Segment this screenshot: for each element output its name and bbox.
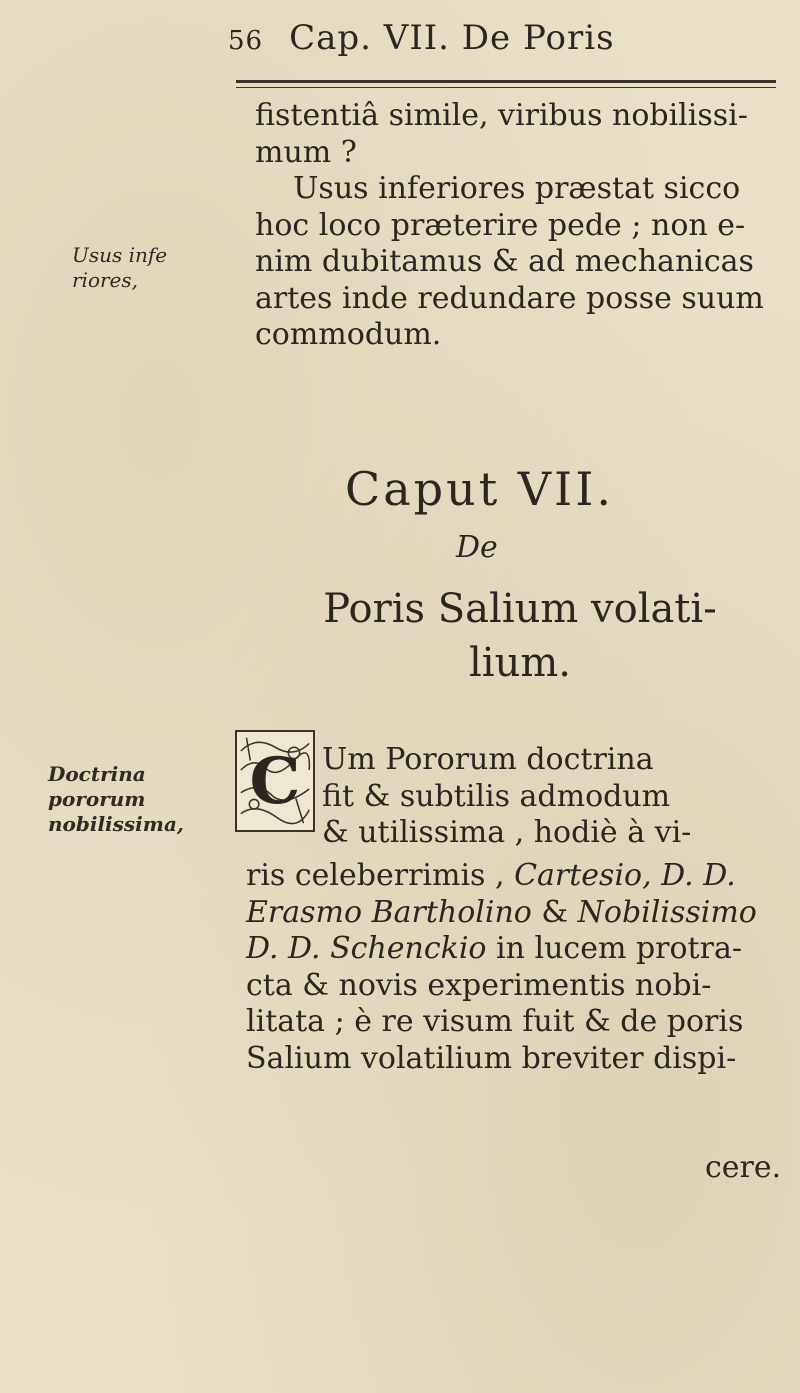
running-head — [228, 18, 728, 74]
chapter-subtitle-line: lium. — [469, 640, 571, 686]
decorated-initial — [235, 730, 315, 832]
paragraph-cum-pororum — [322, 742, 792, 852]
chapter-de: De — [456, 530, 498, 565]
text-span: in lucem protra- — [486, 931, 742, 966]
marginal-note-doctrina — [48, 762, 184, 837]
marginal-note-line: Doctrina — [48, 762, 146, 786]
initial-letter: C — [249, 743, 301, 819]
text-line — [246, 931, 796, 968]
text-line: cta & novis experimentis nobi- — [246, 967, 712, 1003]
marginal-note-line: pororum — [48, 787, 146, 811]
name-bartholino: Erasmo Bartholino — [246, 894, 532, 930]
chapter-heading: Caput VII. — [345, 462, 614, 516]
text-line — [246, 858, 796, 895]
text-line: litata ; è re visum fuit & de poris — [246, 1004, 744, 1039]
running-head-title: Cap. VII. De Poris — [289, 18, 615, 58]
text-line: Um Pororum doctrina — [322, 742, 654, 777]
marginal-note-usus — [72, 243, 167, 293]
catchword: cere. — [705, 1150, 782, 1185]
text-line: Usus inferiores præstat sicco — [255, 171, 741, 206]
paragraph-continued — [246, 858, 796, 1077]
name-schenckio: D. D. Schenckio — [246, 931, 487, 966]
text-line — [246, 895, 796, 932]
header-rule-thick — [236, 80, 776, 83]
text-span: & — [531, 894, 578, 930]
marginal-note-line: riores, — [72, 268, 139, 292]
name-nobilissimo: Nobilissimo — [577, 894, 757, 930]
text-line: hoc loco præterire pede ; non e- — [255, 207, 746, 243]
marginal-note-line: nobilissima, — [48, 812, 184, 836]
chapter-subtitle-line: Poris Salium volati- — [323, 586, 717, 632]
header-rule-thin — [236, 87, 776, 88]
marginal-note-line: Usus infe — [72, 243, 168, 267]
name-cartesio: Cartesio, D. D. — [514, 858, 736, 893]
text-line: commodum. — [255, 317, 442, 352]
text-line: mum ? — [255, 134, 357, 170]
paragraph-usus — [255, 98, 795, 354]
text-line: artes inde redundare posse suum — [255, 280, 764, 316]
text-span: ris celeberrimis , — [246, 858, 515, 893]
page-number: 56 — [228, 26, 264, 56]
text-line: nim dubitamus & ad mechanicas — [255, 244, 754, 279]
text-line: & utilissima , hodiè à vi- — [322, 815, 692, 850]
chapter-subtitle — [260, 582, 780, 690]
text-line: Salium volatilium breviter dispi- — [246, 1040, 737, 1076]
text-line: fistentiâ simile, viribus nobilissi- — [255, 98, 748, 133]
text-line: fit & subtilis admodum — [322, 778, 671, 814]
